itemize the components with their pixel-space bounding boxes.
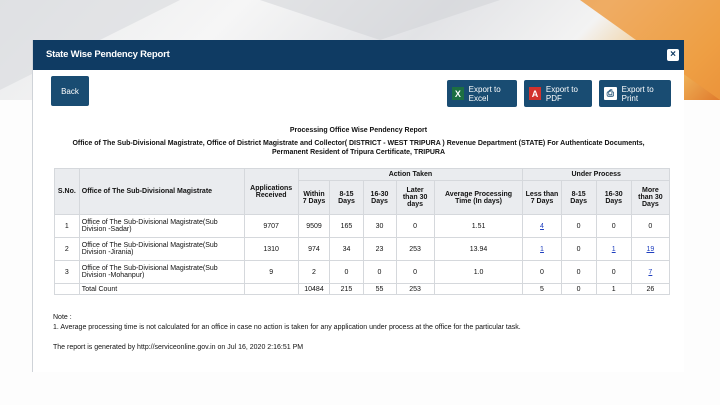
cell-later30: 0 <box>396 261 434 284</box>
export-print-label: Export to Print <box>621 84 654 103</box>
export-print-button[interactable] <box>599 80 671 107</box>
cell-within7: 9509 <box>298 215 330 238</box>
table-row <box>55 215 670 238</box>
header-16-30: 16-30 Days <box>363 181 396 215</box>
header-office: Office of The Sub-Divisional Magistrate <box>79 169 244 215</box>
report-title: Processing Office Wise Pendency Report <box>289 127 428 134</box>
pendency-table <box>54 168 670 295</box>
cell-office: Office of The Sub-Divisional Magistrate(Sub Division -Sadar) <box>79 215 244 238</box>
report-subtitle-line2: Permanent Resident of Tripura Certificate, TRIPURA <box>271 149 446 156</box>
cell-received: 9707 <box>244 215 298 238</box>
header-within7: Within 7 Days <box>298 181 330 215</box>
cell-16-30: 0 <box>363 261 396 284</box>
cell-16-30: 23 <box>363 238 396 261</box>
cell-later30: 0 <box>396 215 434 238</box>
cell-up-8-15: 0 <box>561 261 596 284</box>
cell-office: Office of The Sub-Divisional Magistrate(Sub Division -Mohanpur) <box>79 261 244 284</box>
report-subtitle-line1: Office of The Sub-Divisional Magistrate, Office of District Magistrate and Collector( DISTRICT - WEST TRIPURA ) Revenue Department (STATE) For Authenticate Documents, <box>72 140 645 147</box>
header-sno: S.No. <box>55 169 80 215</box>
cell-received: 1310 <box>244 238 298 261</box>
printer-icon: ⎙ <box>604 87 617 100</box>
total-up-more30: 26 <box>631 284 669 295</box>
generated-by-text: The report is generated by http://serviceonline.gov.in on Jul 16, 2020 2:16:51 PM <box>53 344 304 351</box>
header-received: Applications Received <box>244 169 298 215</box>
header-up-16-30: 16-30 Days <box>596 181 631 215</box>
total-up-8-15: 0 <box>561 284 596 295</box>
cell-up-16-30: 0 <box>596 215 631 238</box>
link-up-less7[interactable]: 4 <box>540 222 544 230</box>
back-button[interactable]: Back <box>51 76 89 106</box>
cell-office: Office of The Sub-Divisional Magistrate(Sub Division -Jirania) <box>79 238 244 261</box>
cell-avg-time: 13.94 <box>434 238 523 261</box>
header-under-process: Under Process <box>523 169 670 181</box>
cell-8-15: 165 <box>330 215 363 238</box>
background-shape <box>260 0 500 40</box>
total-8-15: 215 <box>330 284 363 295</box>
total-up-less7: 5 <box>523 284 561 295</box>
note-label: Note : <box>53 314 72 321</box>
cell-sno <box>55 284 80 295</box>
close-icon[interactable]: × <box>667 49 679 61</box>
modal-title: State Wise Pendency Report <box>46 49 170 60</box>
header-action-taken: Action Taken <box>298 169 523 181</box>
report-subtitle <box>53 139 664 157</box>
cell-sno: 3 <box>55 261 80 284</box>
total-label: Total Count <box>79 284 244 295</box>
table-row <box>55 261 670 284</box>
cell-up-less7: 0 <box>523 261 561 284</box>
cell-up-8-15: 0 <box>561 215 596 238</box>
cell-16-30: 30 <box>363 215 396 238</box>
export-excel-label: Export to Excel <box>468 84 501 103</box>
cell-8-15: 34 <box>330 238 363 261</box>
export-pdf-label: Export to PDF <box>545 84 578 103</box>
cell-up-16-30: 0 <box>596 261 631 284</box>
total-later30: 253 <box>396 284 434 295</box>
cell-later30: 253 <box>396 238 434 261</box>
table-row <box>55 238 670 261</box>
cell-8-15: 0 <box>330 261 363 284</box>
export-pdf-button[interactable] <box>524 80 592 107</box>
cell-within7: 2 <box>298 261 330 284</box>
cell-up-more30: 0 <box>631 215 669 238</box>
note-text: 1. Average processing time is not calculated for an office in case no action is taken for any application under process at the office for the particular task. <box>53 324 521 331</box>
total-up-16-30: 1 <box>596 284 631 295</box>
cell-up-8-15: 0 <box>561 238 596 261</box>
cell-avg-time: 1.0 <box>434 261 523 284</box>
link-up-more30[interactable]: 7 <box>648 268 653 276</box>
cell-received: 9 <box>244 261 298 284</box>
header-avg-time: Average Processing Time (In days) <box>434 181 523 215</box>
report-modal <box>32 40 684 372</box>
cell-sno: 2 <box>55 238 80 261</box>
cell-avg-time: 1.51 <box>434 215 523 238</box>
excel-icon: X <box>452 87 464 100</box>
header-8-15: 8-15 Days <box>330 181 363 215</box>
modal-header <box>33 40 684 70</box>
total-16-30: 55 <box>363 284 396 295</box>
export-excel-button[interactable] <box>447 80 517 107</box>
header-up-8-15: 8-15 Days <box>561 181 596 215</box>
total-row <box>55 284 670 295</box>
pdf-icon: A <box>529 87 541 100</box>
cell-within7: 974 <box>298 238 330 261</box>
header-later30: Later than 30 days <box>396 181 434 215</box>
header-up-more30: More than 30 Days <box>631 181 669 215</box>
link-up-16-30[interactable]: 1 <box>611 245 616 253</box>
total-received <box>244 284 298 295</box>
link-up-more30[interactable]: 19 <box>646 245 655 253</box>
link-up-less7[interactable]: 1 <box>540 245 544 253</box>
header-up-less7: Less than 7 Days <box>523 181 561 215</box>
cell-sno: 1 <box>55 215 80 238</box>
total-within7: 10484 <box>298 284 330 295</box>
total-avg-time <box>434 284 523 295</box>
